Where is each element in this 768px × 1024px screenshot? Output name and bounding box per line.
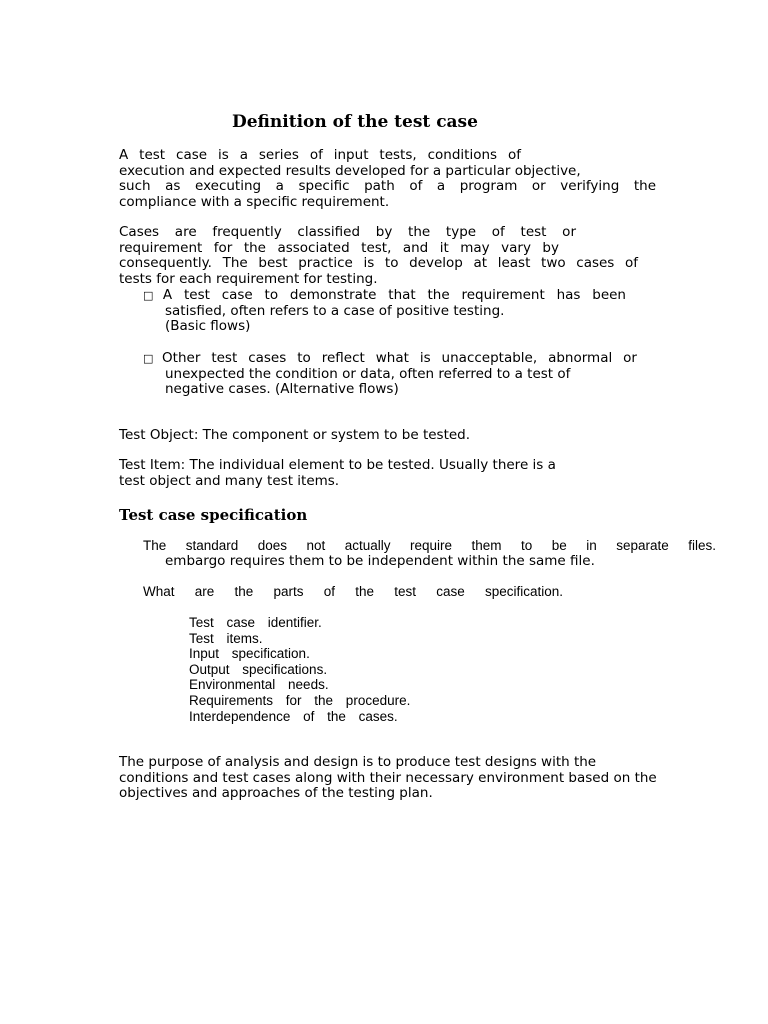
text-line: Cases are frequently classified by the type of test or bbox=[119, 224, 576, 240]
specification-parts-list bbox=[189, 615, 410, 724]
text-line: tests for each requirement for testing. bbox=[119, 270, 378, 287]
bullet-item-negative bbox=[143, 351, 637, 398]
text-line: requirement for the associated test, and it may vary by bbox=[119, 239, 559, 256]
text-line: such as executing a specific path of a program or verifying the bbox=[119, 178, 656, 194]
purpose-paragraph bbox=[119, 755, 657, 802]
text-line: unexpected the condition or data, often referred to a test of bbox=[165, 365, 571, 382]
text-line: What are the parts of the test case specification. bbox=[143, 584, 563, 599]
list-item: Interdependence of the cases. bbox=[189, 708, 398, 724]
bullet-text: A test case to demonstrate that the requirement has been bbox=[162, 287, 626, 303]
page-title: Definition of the test case bbox=[232, 112, 478, 132]
list-item: Environmental needs. bbox=[189, 677, 329, 693]
list-item: Output specifications. bbox=[189, 661, 328, 677]
text-line: A test case is a series of input tests, conditions of bbox=[119, 147, 521, 163]
text-line: satisfied, often refers to a case of positive testing. bbox=[165, 302, 505, 319]
text-line: Test Item: The individual element to be tested. Usually there is a bbox=[119, 457, 556, 473]
text-line: execution and expected results developed for a particular objective, bbox=[119, 162, 581, 179]
section-heading: Test case specification bbox=[119, 506, 308, 524]
list-item: Input specification. bbox=[189, 646, 310, 662]
text-line bbox=[143, 351, 637, 367]
text-line: Test Object: The component or system to be tested. bbox=[119, 427, 471, 443]
text-line: objectives and approaches of the testing plan. bbox=[119, 785, 433, 801]
text-line: (Basic flows) bbox=[165, 318, 251, 334]
standard-paragraph bbox=[143, 538, 716, 569]
test-item-paragraph bbox=[119, 458, 556, 489]
list-item: Test case identifier. bbox=[189, 615, 322, 630]
text-line: The purpose of analysis and design is to produce test designs with the bbox=[119, 754, 597, 770]
text-line bbox=[143, 288, 626, 304]
definition-paragraph bbox=[119, 148, 656, 210]
classification-paragraph bbox=[119, 225, 638, 287]
text-line: test object and many test items. bbox=[119, 472, 340, 489]
text-line: embargo requires them to be independent within the same file. bbox=[165, 552, 595, 569]
text-line: negative cases. (Alternative flows) bbox=[165, 381, 399, 397]
checkbox-bullet-icon: □ bbox=[143, 289, 161, 302]
text-line: consequently. The best practice is to develop at least two cases of bbox=[119, 255, 638, 271]
text-line: compliance with a specific requirement. bbox=[119, 193, 390, 210]
text-line: The standard does not actually require them to be in separate files. bbox=[143, 538, 716, 553]
bullet-text: Other test cases to reflect what is unacceptable, abnormal or bbox=[162, 350, 637, 366]
checkbox-bullet-icon: □ bbox=[143, 352, 161, 365]
bullet-item-positive bbox=[143, 288, 626, 335]
list-item: Requirements for the procedure. bbox=[189, 692, 411, 708]
text-line: conditions and test cases along with their necessary environment based on the bbox=[119, 769, 657, 786]
list-item: Test items. bbox=[189, 630, 263, 646]
parts-question bbox=[143, 584, 563, 600]
test-object-paragraph bbox=[119, 428, 470, 444]
